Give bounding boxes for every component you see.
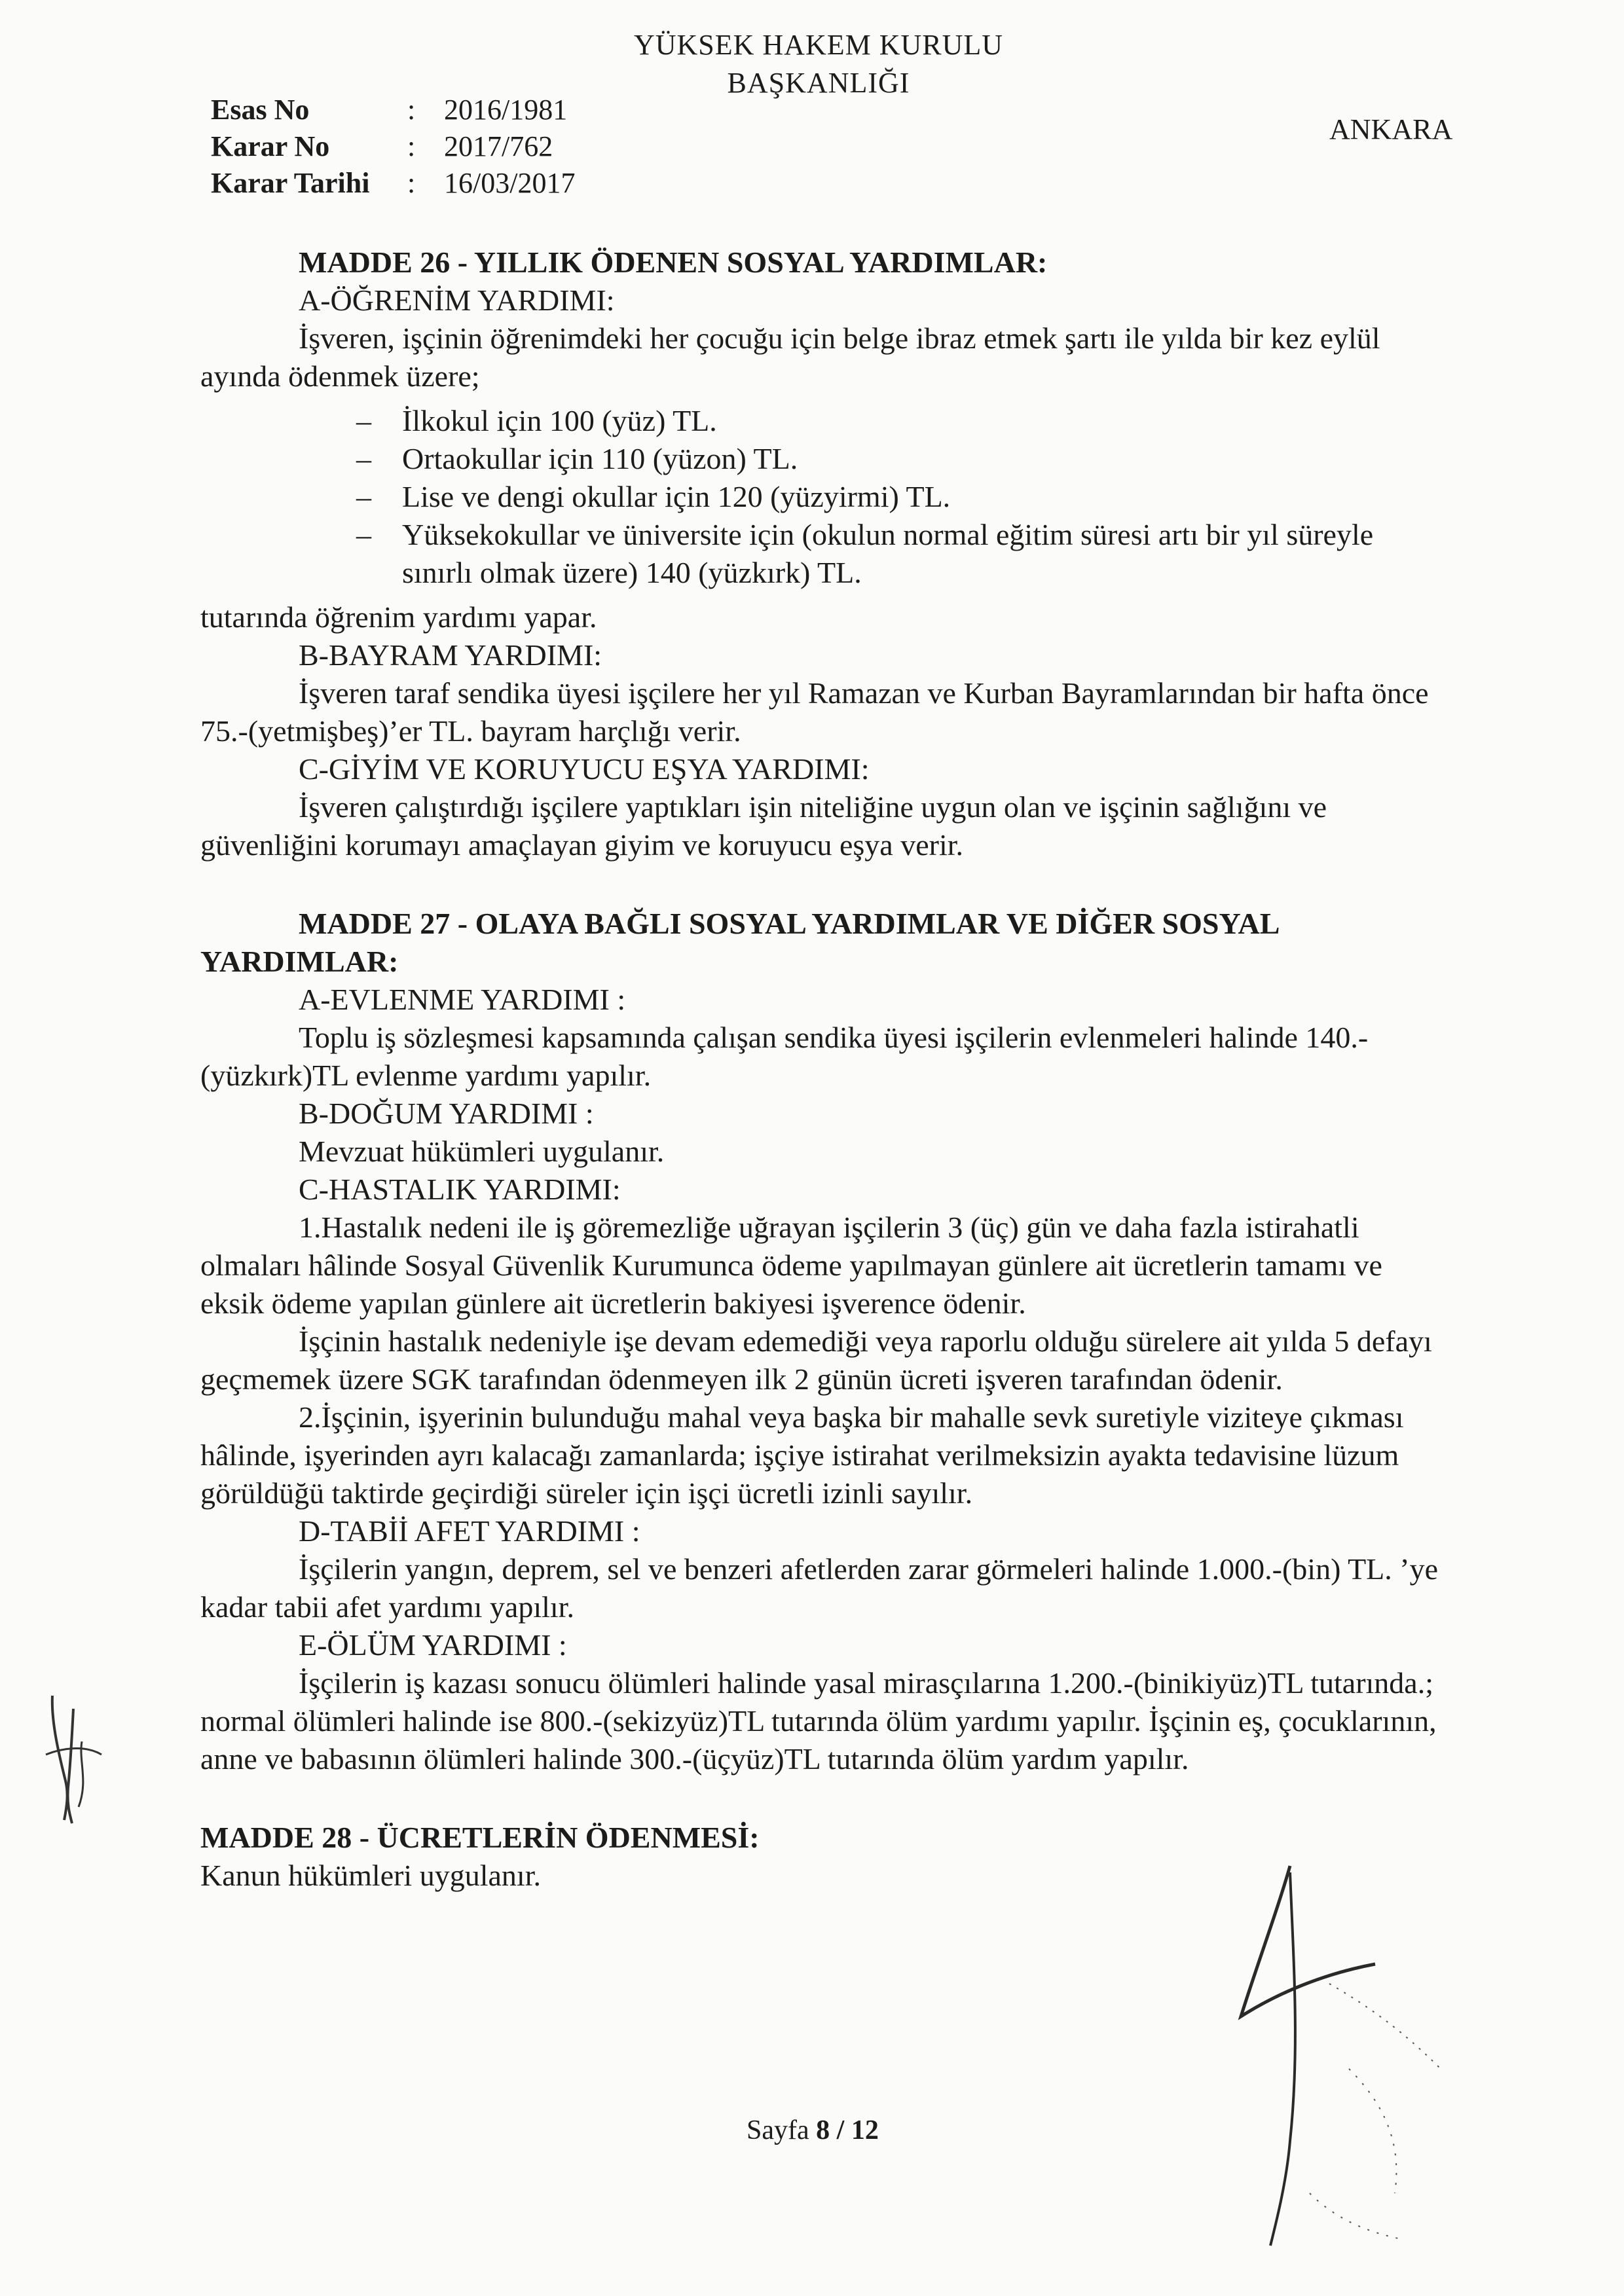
madde-27-b-text: Mevzuat hükümleri uygulanır. <box>299 1135 665 1168</box>
madde-26-b-title: B-BAYRAM YARDIMI: <box>299 638 602 672</box>
page-prefix: Sayfa <box>747 2115 809 2145</box>
karar-no-label: Karar No <box>211 130 330 162</box>
madde-26-c-text: İşveren çalıştırdığı işçilere yaptıkları işin niteliğine uygun olan ve işçinin sağlığını ve güvenliğini korumayı amaçlayan giyim ve koruyucu eşya verir. <box>200 790 1327 862</box>
page-current: 8 <box>816 2115 830 2145</box>
karar-tarihi-colon: : <box>407 167 416 199</box>
madde-27-c-text-3: 2.İşçinin, işyerinin bulunduğu mahal veya başka bir mahalle sevk suretiyle viziteye çıkması hâlinde, işyerinden ayrı kalacağı zamanlarda; işçiye istirahat verilmeksizin ayakta tedavisine lüzum görüldüğü taktirde geçirdiği süreler için işçi ücretli izinli sayılır. <box>200 1400 1404 1510</box>
madde-27-c-text-2: İşçinin hastalık nedeniyle işe devam edemediği veya raporlu olduğu sürelere ait yılda 5 defayı geçmemek üzere SGK tarafından ödenmeyen ilk 2 günün ücreti işveren tarafından ödenir. <box>200 1324 1432 1396</box>
madde-27-a-title: A-EVLENME YARDIMI : <box>299 983 626 1016</box>
esas-no-row <box>211 92 575 128</box>
madde-27-d-text: İşçilerin yangın, deprem, sel ve benzeri afetlerden zarar görmeleri halinde 1.000.-(bin) TL. ’ye kadar tabii afet yardımı yapılır. <box>200 1552 1439 1624</box>
madde-27-title: MADDE 27 - OLAYA BAĞLI SOSYAL YARDIMLAR VE DİĞER SOSYAL YARDIMLAR: <box>200 907 1278 978</box>
madde-28-text: Kanun hükümleri uygulanır. <box>200 1859 541 1892</box>
document-header <box>458 26 1179 102</box>
page-number <box>747 2115 879 2146</box>
esas-no-colon: : <box>407 94 416 126</box>
karar-no-value: 2017/762 <box>444 130 553 162</box>
esas-no-value: 2016/1981 <box>444 94 568 126</box>
karar-tarihi-row <box>211 165 575 202</box>
document-body <box>200 244 1445 1895</box>
margin-initials-signature <box>33 1683 111 1833</box>
madde-27-c-text-1: 1.Hastalık nedeni ile iş göremezliğe uğrayan işçilerin 3 (üç) gün ve daha fazla istirahatli olmaları hâlinde Sosyal Güvenlik Kurumunca ödeme yapılmayan günlere ait ücretlerin tamamı ve eksik ödeme yapılan günlere ait ücretlerin bakiyesi işverence ödenir. <box>200 1211 1382 1320</box>
city-label: ANKARA <box>1329 113 1453 145</box>
esas-no-label: Esas No <box>211 94 310 126</box>
madde-27-c-title: C-HASTALIK YARDIMI: <box>299 1173 621 1206</box>
header-title-line1: YÜKSEK HAKEM KURULU <box>633 29 1004 61</box>
karar-tarihi-label: Karar Tarihi <box>211 167 370 199</box>
madde-26-a-list <box>200 402 1445 592</box>
madde-26-a-title: A-ÖĞRENİM YARDIMI: <box>299 283 615 317</box>
list-item: – Lise ve dengi okullar için 120 (yüzyirmi) TL. <box>356 478 1445 516</box>
madde-26-b-text: İşveren taraf sendika üyesi işçilere her yıl Ramazan ve Kurban Bayramlarından bir hafta önce 75.-(yetmişbeş)’er TL. bayram harçlığı verir. <box>200 676 1429 748</box>
karar-tarihi-value: 16/03/2017 <box>444 167 576 199</box>
page-separator: / <box>836 2115 845 2145</box>
signature <box>1179 1853 1506 2259</box>
list-item: – İlkokul için 100 (yüz) TL. <box>356 402 1445 440</box>
madde-27-e-title: E-ÖLÜM YARDIMI : <box>299 1628 567 1662</box>
madde-27-d-title: D-TABİİ AFET YARDIMI : <box>299 1514 640 1548</box>
madde-27-a-text: Toplu iş sözleşmesi kapsamında çalışan sendika üyesi işçilerin evlenmeleri halinde 140.-(yüzkırk)TL evlenme yardımı yapılır. <box>200 1021 1369 1092</box>
list-item: – Ortaokullar için 110 (yüzon) TL. <box>356 440 1445 478</box>
page-total: 12 <box>851 2115 879 2145</box>
madde-27-e-text: İşçilerin iş kazası sonucu ölümleri halinde yasal mirasçılarına 1.200.-(binikiyüz)TL tutarında.; normal ölümleri halinde ise 800.-(sekizyüz)TL tutarında ölüm yardımı yapılır. İşçinin eş, çocuklarının, anne ve babasının ölümleri halinde 300.-(üçyüz)TL tutarında ölüm yardım yapılır. <box>200 1666 1437 1776</box>
madde-26-c-title: C-GİYİM VE KORUYUCU EŞYA YARDIMI: <box>299 752 870 786</box>
madde-26-a-intro: İşveren, işçinin öğrenimdeki her çocuğu için belge ibraz etmek şartı ile yılda bir kez eylül ayında ödenmek üzere; <box>200 321 1380 393</box>
karar-no-row <box>211 128 575 165</box>
madde-26-a-outro: tutarında öğrenim yardımı yapar. <box>200 600 597 634</box>
madde-26-title: MADDE 26 - YILLIK ÖDENEN SOSYAL YARDIMLAR: <box>299 246 1048 279</box>
madde-27-b-title: B-DOĞUM YARDIMI : <box>299 1097 594 1130</box>
list-item: – Yüksekokullar ve üniversite için (okulun normal eğitim süresi artı bir yıl süreyle sınırlı olmak üzere) 140 (yüzkırk) TL. <box>356 516 1445 592</box>
case-meta <box>211 92 575 202</box>
karar-no-colon: : <box>407 130 416 162</box>
header-title-line2: BAŞKANLIĞI <box>727 67 910 99</box>
madde-28-title: MADDE 28 - ÜCRETLERİN ÖDENMESİ: <box>200 1821 760 1854</box>
